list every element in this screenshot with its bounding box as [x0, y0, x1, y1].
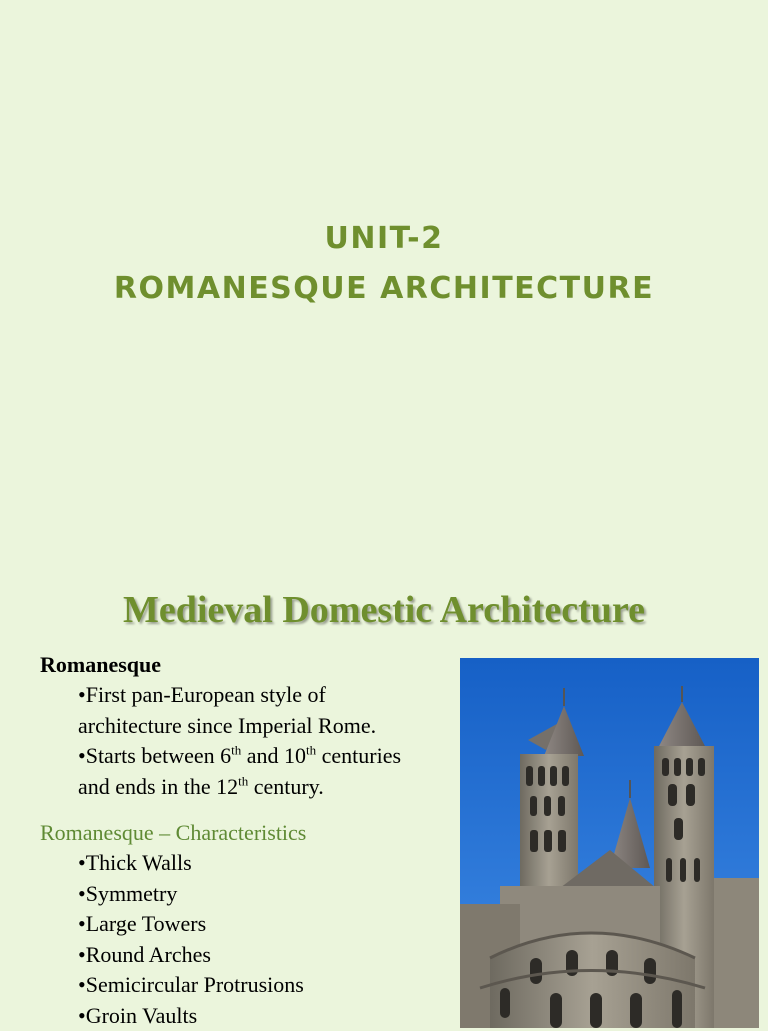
list-item: and ends in the 12th century.: [78, 772, 460, 803]
cathedral-photo: [460, 658, 759, 1028]
subheading-romanesque: Romanesque: [40, 650, 460, 680]
list-item: •Groin Vaults: [78, 1001, 460, 1031]
characteristics-heading: Romanesque – Characteristics: [40, 818, 460, 848]
list-item: •Semicircular Protrusions: [78, 970, 460, 1001]
list-item: •Round Arches: [78, 940, 460, 971]
content-slide: [0, 576, 768, 1024]
intro-list: [40, 680, 460, 802]
slide-title: [0, 214, 768, 314]
slide-heading: Medieval Domestic Architecture: [0, 588, 768, 632]
title-unit: UNIT-2: [0, 214, 768, 264]
title-topic: ROMANESQUE ARCHITECTURE: [0, 264, 768, 314]
list-item: architecture since Imperial Rome.: [78, 711, 460, 742]
characteristics-list: [40, 848, 460, 1031]
list-item: •Large Towers: [78, 909, 460, 940]
body-text: [40, 650, 460, 1031]
list-item: •First pan-European style of: [78, 680, 460, 711]
list-item: •Symmetry: [78, 879, 460, 910]
list-item: •Starts between 6th and 10th centuries: [78, 741, 460, 772]
list-item: •Thick Walls: [78, 848, 460, 879]
